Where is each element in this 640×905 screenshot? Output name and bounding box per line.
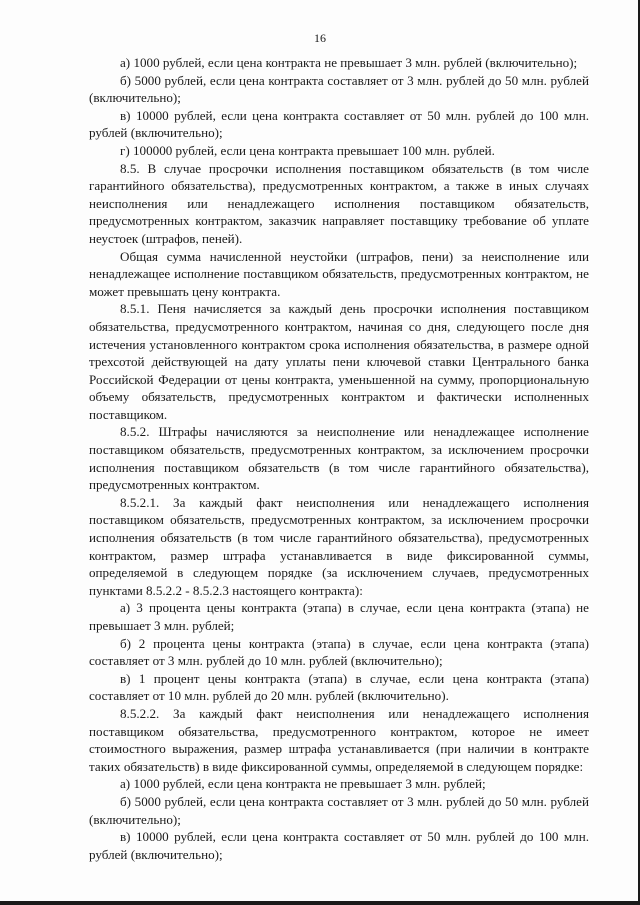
paragraph-8-5-2-2: 8.5.2.2. За каждый факт неисполнения или ненадлежащего исполнения поставщиком обязательства, предусмотренного контрактом, которое не имеет стоимостного выражения, размер штрафа устанавливается (при наличии в контракте таких обязательств) в виде фиксированной суммы, определяемой в следующем порядке:: [89, 705, 589, 774]
paragraph-item-v-1-percent: в) 1 процент цены контракта (этапа) в случае, если цена контракта (этапа) составляет от 10 млн. рублей до 20 млн. рублей (включительно).: [89, 670, 589, 704]
paragraph-item-a-3-percent: а) 3 процента цены контракта (этапа) в случае, если цена контракта (этапа) не превышает 3 млн. рублей;: [89, 600, 589, 633]
page-number: 16: [314, 31, 326, 45]
paragraph-8-5-1: 8.5.1. Пеня начисляется за каждый день просрочки исполнения поставщиком обязательства, предусмотренного контрактом, начиная со дня, следующего после дня истечения установленного контрактом срока исполнения обязательства, в размере одной трехсотой действующей на дату уплаты пени ключевой ставки Центрального банка Российской Федерации от цены контракта, уменьшенной на сумму, пропорциональную объему обязательств, предусмотренных контрактом и фактически исполненных поставщиком.: [89, 301, 589, 422]
paragraph-8-5-2: 8.5.2. Штрафы начисляются за неисполнение или ненадлежащее исполнение поставщиком обязательств, предусмотренных контрактом, за исключением просрочки исполнения поставщиком обязательств (в том числе гарантийного обязательства), предусмотренных контрактом.: [89, 424, 589, 493]
paragraph-item-v-10000: в) 10000 рублей, если цена контракта составляет от 50 млн. рублей до 100 млн. рублей (включительно);: [89, 107, 589, 141]
paragraph-8-5-2-1: 8.5.2.1. За каждый факт неисполнения или ненадлежащего исполнения поставщиком обязательств, предусмотренных контрактом, за исключением просрочки исполнения обязательств (в том числе гарантийного обязательства), предусмотренных контрактом, размер штрафа устанавливается в виде фиксированной суммы, определяемой в следующем порядке (за исключением случаев, предусмотренных пунктами 8.5.2.2 - 8.5.2.3 настоящего контракта):: [89, 494, 589, 598]
paragraph-total-penalty: Общая сумма начисленной неустойки (штрафов, пени) за неисполнение или ненадлежащее исполнение поставщиком обязательств, предусмотренных контрактом, не может превышать цену контракта.: [89, 248, 589, 299]
paragraph-item-b-2-percent: б) 2 процента цены контракта (этапа) в случае, если цена контракта (этапа) составляет от 3 млн. рублей до 10 млн. рублей (включительно);: [89, 635, 589, 669]
paragraph-item-a-1000-second: а) 1000 рублей, если цена контракта не превышает 3 млн. рублей;: [120, 776, 486, 792]
paragraph-item-b-5000: б) 5000 рублей, если цена контракта составляет от 3 млн. рублей до 50 млн. рублей (включительно);: [89, 72, 589, 106]
paragraph-item-v-10000-second: в) 10000 рублей, если цена контракта составляет от 50 млн. рублей до 100 млн. рублей (включительно);: [89, 829, 589, 862]
paragraph-item-a-1000: а) 1000 рублей, если цена контракта не превышает 3 млн. рублей (включительно);: [120, 55, 578, 70]
scan-bottom-edge: [0, 901, 640, 905]
paragraph-item-g-100000: г) 100000 рублей, если цена контракта превышает 100 млн. рублей.: [120, 142, 495, 158]
document-body: [89, 54, 589, 863]
paragraph-item-b-5000-second: б) 5000 рублей, если цена контракта составляет от 3 млн. рублей до 50 млн. рублей (включительно);: [89, 793, 589, 827]
paragraph-8-5: 8.5. В случае просрочки исполнения поставщиком обязательств (в том числе гарантийного обязательства), предусмотренных контрактом, а также в иных случаях неисполнения или ненадлежащего исполнения поставщиком обязательств, предусмотренных контрактом, заказчик направляет поставщику требование об уплате неустоек (штрафов, пеней).: [89, 160, 589, 246]
